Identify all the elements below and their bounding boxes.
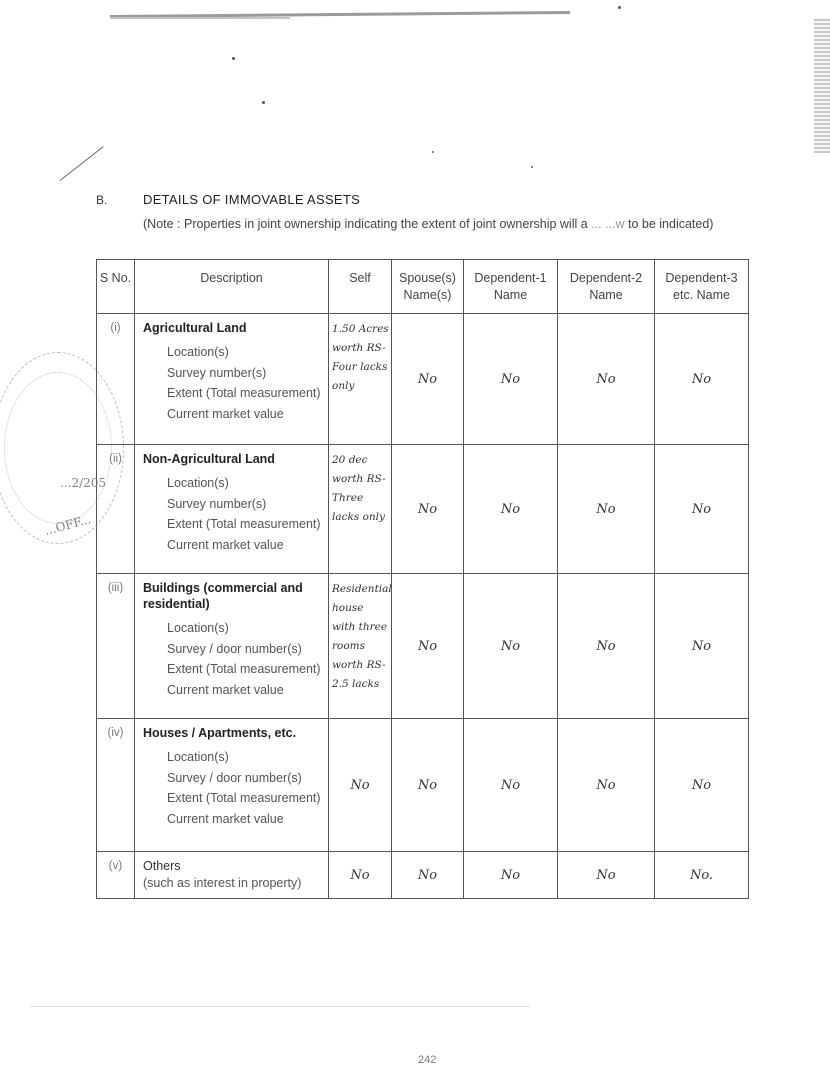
row-category: Others [143, 859, 181, 873]
row-spouse-value: No [392, 574, 464, 719]
row-self-value: Residential house with three rooms worth RS- 2.5 lacks [329, 574, 392, 719]
row-dependent-3-value: No [655, 314, 749, 445]
scan-artifact-top-line-2 [110, 17, 290, 19]
table-row [97, 719, 749, 852]
row-item: Location(s) [167, 621, 229, 635]
row-dependent-3-value: No. [655, 852, 749, 899]
row-spouse-value: No [392, 852, 464, 899]
row-item: (such as interest in property) [143, 876, 302, 890]
row-item: Extent (Total measurement) [167, 517, 321, 531]
row-item: Extent (Total measurement) [167, 791, 321, 805]
page-number: 242 [418, 1054, 437, 1066]
stamp-text-date: ...2/205 [60, 476, 107, 490]
table-header-row [97, 260, 749, 314]
row-item: Survey / door number(s) [167, 770, 302, 785]
row-item: Location(s) [167, 345, 229, 359]
row-dependent-3-value: No [655, 445, 749, 574]
scan-artifact-edge [814, 18, 830, 153]
row-spouse-value: No [392, 445, 464, 574]
row-dependent-2-value: No [558, 314, 655, 445]
row-item: Current market value [167, 682, 284, 697]
row-description [135, 314, 329, 445]
row-item: Location(s) [167, 750, 229, 764]
row-description [135, 719, 329, 852]
scan-speck [531, 166, 533, 168]
scan-speck [432, 151, 434, 153]
immovable-assets-table [96, 259, 749, 899]
row-sno: (iii) [97, 574, 135, 719]
note-smudge: ... ...w [591, 217, 625, 231]
row-sno: (ii) [97, 445, 135, 574]
scan-speck [262, 101, 265, 104]
row-description [135, 852, 329, 899]
row-category: Non-Agricultural Land [143, 452, 275, 466]
header-spouse: Spouse(s) Name(s) [392, 260, 464, 314]
row-item: Current market value [167, 537, 284, 552]
row-item: Survey / door number(s) [167, 641, 302, 656]
row-sno: (v) [97, 852, 135, 899]
row-category: Agricultural Land [143, 321, 247, 335]
table-row [97, 852, 749, 899]
row-item: Current market value [167, 811, 284, 826]
header-dependent-1: Dependent-1 Name [464, 260, 558, 314]
official-stamp-inner [4, 372, 112, 524]
row-dependent-1-value: No [464, 852, 558, 899]
row-description [135, 445, 329, 574]
row-category: Houses / Apartments, etc. [143, 726, 297, 740]
row-self-value: No [329, 852, 392, 899]
row-self-value: No [329, 719, 392, 852]
row-dependent-1-value: No [464, 574, 558, 719]
scan-speck [232, 57, 235, 60]
row-dependent-1-value: No [464, 314, 558, 445]
table-row [97, 314, 749, 445]
row-self-value: 20 dec worth RS- Three lacks only [329, 445, 392, 574]
table-row [97, 445, 749, 574]
row-self-value: 1.50 Acres worth RS- Four lacks only [329, 314, 392, 445]
row-sno: (i) [97, 314, 135, 445]
header-sno: S No. [97, 260, 135, 314]
note-text: (Note : Properties in joint ownership indicating the extent of joint ownership will a [143, 217, 588, 231]
row-sno: (iv) [97, 719, 135, 852]
header-dependent-2: Dependent-2 Name [558, 260, 655, 314]
pen-mark [60, 146, 104, 181]
row-dependent-1-value: No [464, 719, 558, 852]
row-item: Extent (Total measurement) [167, 662, 321, 676]
row-dependent-3-value: No [655, 574, 749, 719]
header-dependent-3: Dependent-3 etc. Name [655, 260, 749, 314]
row-item: Survey number(s) [167, 496, 267, 511]
header-self: Self [329, 260, 392, 314]
row-item: Survey number(s) [167, 365, 267, 380]
table-row [97, 574, 749, 719]
row-dependent-2-value: No [558, 445, 655, 574]
stamp-text-office: ...OFF... [42, 512, 93, 538]
row-item: Current market value [167, 406, 284, 421]
row-item: Location(s) [167, 476, 229, 490]
row-spouse-value: No [392, 314, 464, 445]
note-tail: to be indicated) [628, 217, 714, 231]
row-description [135, 574, 329, 719]
scan-artifact-bottom-line [30, 1006, 530, 1007]
section-title: DETAILS OF IMMOVABLE ASSETS [143, 192, 361, 207]
row-dependent-2-value: No [558, 852, 655, 899]
section-note [143, 216, 753, 233]
row-dependent-3-value: No [655, 719, 749, 852]
row-dependent-1-value: No [464, 445, 558, 574]
header-description: Description [135, 260, 329, 314]
row-category: Buildings (commercial and residential) [143, 581, 303, 611]
scan-speck [618, 6, 621, 9]
row-item: Extent (Total measurement) [167, 386, 321, 400]
row-dependent-2-value: No [558, 574, 655, 719]
section-letter: B. [96, 193, 108, 207]
row-dependent-2-value: No [558, 719, 655, 852]
row-spouse-value: No [392, 719, 464, 852]
